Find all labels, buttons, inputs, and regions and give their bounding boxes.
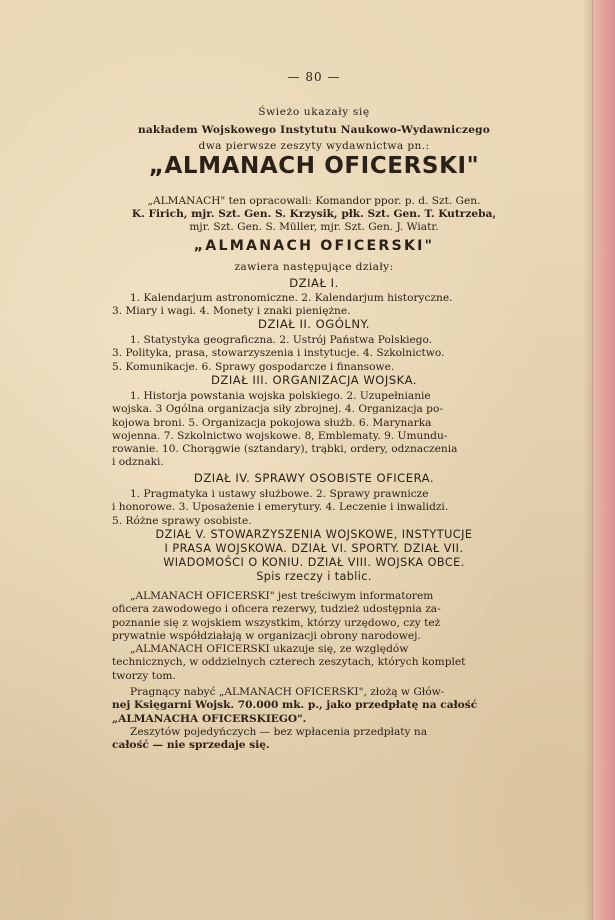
authors-block — [112, 195, 516, 233]
section-line: 5. Różne sprawy osobiste. — [112, 514, 252, 527]
paragraph-line: technicznych, w oddzielnych czterech zeszytach, których komplet — [112, 656, 466, 669]
page-number: — 80 — — [287, 70, 341, 84]
section-4-body — [112, 488, 516, 528]
paragraph-1 — [112, 590, 516, 643]
intro-line-3: dwa pierwsze zeszyty wydawnictwa pn.: — [198, 140, 430, 152]
paragraph-4 — [112, 726, 516, 753]
section-line: wojska. 3 Ogólna organizacja siły zbrojnej. 4. Organizacja po- — [112, 403, 443, 416]
paragraph-2 — [112, 643, 516, 683]
main-title: „ALMANACH OFICERSKI" — [148, 153, 480, 179]
section-1-heading: DZIAŁ I. — [289, 276, 339, 290]
section-line: wojenna. 7. Szkolnictwo wojskowe. 8, Emblematy. 9. Umundu- — [112, 429, 448, 442]
paragraph-line: poznanie się z wojskiem wszystkim, którzy urzędowo, czy też — [112, 616, 441, 629]
paragraph-line: oficera zawodowego i oficera rezerwy, tudzież udostępnia za- — [112, 603, 441, 616]
paragraph-line: „ALMANACH OFICERSKI" jest treściwym informatorem — [130, 590, 434, 602]
section-line: i honorowe. 3. Uposażenie i emerytury. 4. Leczenie i inwalidzi. — [112, 501, 449, 514]
paragraph-3 — [112, 686, 516, 726]
authors-line: mjr. Szt. Gen. S. Müller, mjr. Szt. Gen. J. Wiatr. — [189, 220, 439, 233]
paragraph-line: Zeszytów pojedyńczych — bez wpłacenia przedpłaty na — [130, 726, 428, 738]
section-line: kojowa broni. 5. Organizacja pokojowa służb. 6. Marynarka — [112, 416, 432, 429]
section-1-body — [112, 292, 516, 319]
section-2-heading: DZIAŁ II. OGÓLNY. — [258, 317, 370, 331]
section-line: 1. Historja powstania wojska polskiego. 2. Uzupełnianie — [130, 390, 431, 402]
section-line: 5. Komunikacje. 6. Sprawy gospodarcze i finansowe. — [112, 360, 395, 373]
section-line: 3. Polityka, prasa, stowarzyszenia i instytucje. 4. Szkolnictwo. — [112, 347, 445, 360]
second-title: „ALMANACH OFICERSKI" — [193, 238, 435, 254]
paragraph-line: tworzy tom. — [112, 669, 176, 682]
section-line: rowanie. 10. Chorągwie (sztandary), trąbki, ordery, odznaczenia — [112, 443, 458, 456]
section-line: 1. Pragmatyka i ustawy służbowe. 2. Sprawy prawnicze — [130, 488, 429, 500]
section-5-line: I PRASA WOJSKOWA. DZIAŁ VI. SPORTY. DZIAŁ VII. — [164, 542, 464, 555]
contents-and-tables: Spis rzeczy i tablic. — [256, 570, 372, 583]
authors-line: K. Firich, mjr. Szt. Gen. S. Krzysik, płk. Szt. Gen. T. Kutrzeba, — [131, 207, 497, 220]
intro-publisher: nakładem Wojskowego Instytutu Naukowo-Wydawniczego — [137, 124, 491, 136]
section-5-line: WIADOMOŚCI O KONIU. DZIAŁ VIII. WOJSKA OBCE. — [163, 556, 465, 569]
section-line: 1. Kalendarjum astronomiczne. 2. Kalendarjum historyczne. — [130, 292, 453, 304]
section-line: 3. Miary i wagi. 4. Monety i znaki pieniężne. — [112, 305, 351, 318]
paragraph-line: „ALMANACHA OFICERSKIEGO". — [112, 712, 307, 725]
paragraph-line: „ALMANACH OFICERSKI ukazuje się, ze względów — [130, 643, 409, 655]
section-5-line: DZIAŁ V. STOWARZYSZENIA WOJSKOWE, INSTYTUCJE — [155, 528, 473, 541]
paragraph-line: prywatnie współdziałają w organizacji obrony narodowej. — [112, 629, 421, 642]
section-line: i odznaki. — [112, 456, 164, 469]
paragraph-line: nej Księgarni Wojsk. 70.000 mk. p., jako przedpłatę na całość — [112, 699, 478, 712]
next-page-edge — [592, 0, 615, 920]
section-4-heading: DZIAŁ IV. SPRAWY OSOBISTE OFICERA. — [193, 471, 435, 485]
section-line: 1. Statystyka geograficzna. 2. Ustrój Państwa Polskiego. — [130, 334, 433, 346]
intro-line-1: Świeżo ukazały się — [258, 106, 370, 118]
section-3-body — [112, 390, 516, 470]
paragraph-line: Pragnący nabyć „ALMANACH OFICERSKI", złożą w Głów- — [130, 686, 445, 698]
section-5-block — [112, 528, 516, 584]
contains-line: zawiera następujące działy: — [234, 261, 394, 273]
paragraph-line: całość — nie sprzedaje się. — [112, 739, 270, 752]
section-2-body — [112, 334, 516, 374]
authors-line: „ALMANACH" ten opracowali: Komandor ppor. p. d. Szt. Gen. — [147, 195, 481, 207]
section-3-heading: DZIAŁ III. ORGANIZACJA WOJSKA. — [210, 373, 417, 387]
